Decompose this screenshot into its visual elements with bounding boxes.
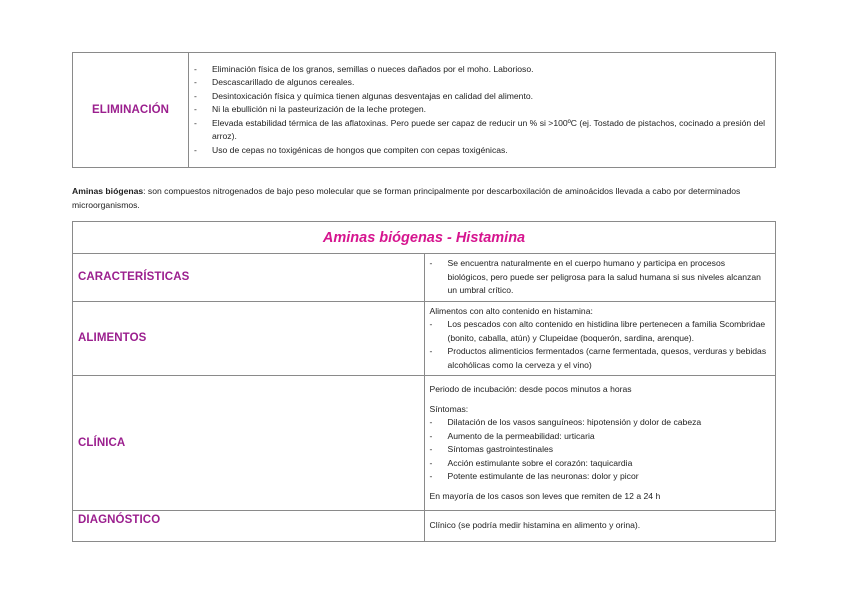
diagnostico-content: Clínico (se podría medir histamina en alimento y orina). [424,511,776,542]
clinica-note: En mayoría de los casos son leves que remiten de 12 a 24 h [429,490,661,501]
intro-term: Aminas biógenas [72,186,144,196]
alimentos-content [424,301,776,376]
elimination-list [194,63,767,158]
table-title: Aminas biógenas - Histamina [73,222,776,254]
row-label-alimentos: ALIMENTOS [73,301,425,376]
list-item: - Síntomas gastrointestinales [430,443,768,457]
clinica-content [424,376,776,511]
clinica-symptoms-title: Síntomas: [429,403,469,414]
intro-text: : son compuestos nitrogenados de bajo peso molecular que se forman principalmente por descarboxilación de aminoácidos llevada a cabo por determinados microorganismos. [72,186,741,210]
elimination-table [72,52,776,168]
table-row [73,511,776,542]
clinica-symptoms-list [430,416,768,484]
histamine-table [72,221,776,542]
list-item: - Potente estimulante de las neuronas: dolor y picor [430,470,768,484]
list-item: - Los pescados con alto contenido en histidina libre pertenecen a familia Scombridae (bonito, caballa, atún) y Clupeidae (boquerón, sardina, arenque). [430,318,768,345]
list-item: - Uso de cepas no toxigénicas de hongos que compiten con cepas toxigénicas. [194,144,767,158]
elimination-content [189,53,776,168]
list-item: - Eliminación física de los granos, semillas o nueces dañados por el moho. Laborioso. [194,63,767,77]
list-item: - Dilatación de los vasos sanguíneos: hipotensión y dolor de cabeza [430,416,768,430]
table-row [73,301,776,376]
caracteristicas-list [430,257,768,298]
list-item: - Elevada estabilidad térmica de las aflatoxinas. Pero puede ser capaz de reducir un % si >100ºC (ej. Tostado de pistachos, cocinado a presión del arroz). [194,117,767,144]
row-label-caracteristicas: CARACTERÍSTICAS [73,254,425,302]
table-row [73,254,776,302]
caracteristicas-content [424,254,776,302]
row-label-diagnostico: DIAGNÓSTICO [73,511,425,542]
table-title-row [73,222,776,254]
list-item: - Ni la ebullición ni la pasteurización de la leche protegen. [194,103,767,117]
table-row [73,53,776,168]
list-item: - Productos alimenticios fermentados (carne fermentada, quesos, verduras y bebidas alcohólicas como la cerveza y el vino) [430,345,768,372]
alimentos-intro: Alimentos con alto contenido en histamina: [429,305,593,316]
row-label-eliminacion: ELIMINACIÓN [73,53,189,168]
list-item: - Se encuentra naturalmente en el cuerpo humano y participa en procesos biológicos, pero puede ser peligrosa para la salud humana si sus niveles alcanzan un umbral crítico. [430,257,768,298]
list-item: - Acción estimulante sobre el corazón: taquicardia [430,457,768,471]
list-item: - Descascarillado de algunos cereales. [194,76,767,90]
alimentos-list [430,318,768,372]
row-label-clinica: CLÍNICA [73,376,425,511]
intro-paragraph [72,184,778,212]
table-row [73,376,776,511]
list-item: - Aumento de la permeabilidad: urticaria [430,430,768,444]
clinica-incubation: Periodo de incubación: desde pocos minutos a horas [429,384,632,394]
list-item: - Desintoxicación física y química tienen algunas desventajas en calidad del alimento. [194,90,767,104]
